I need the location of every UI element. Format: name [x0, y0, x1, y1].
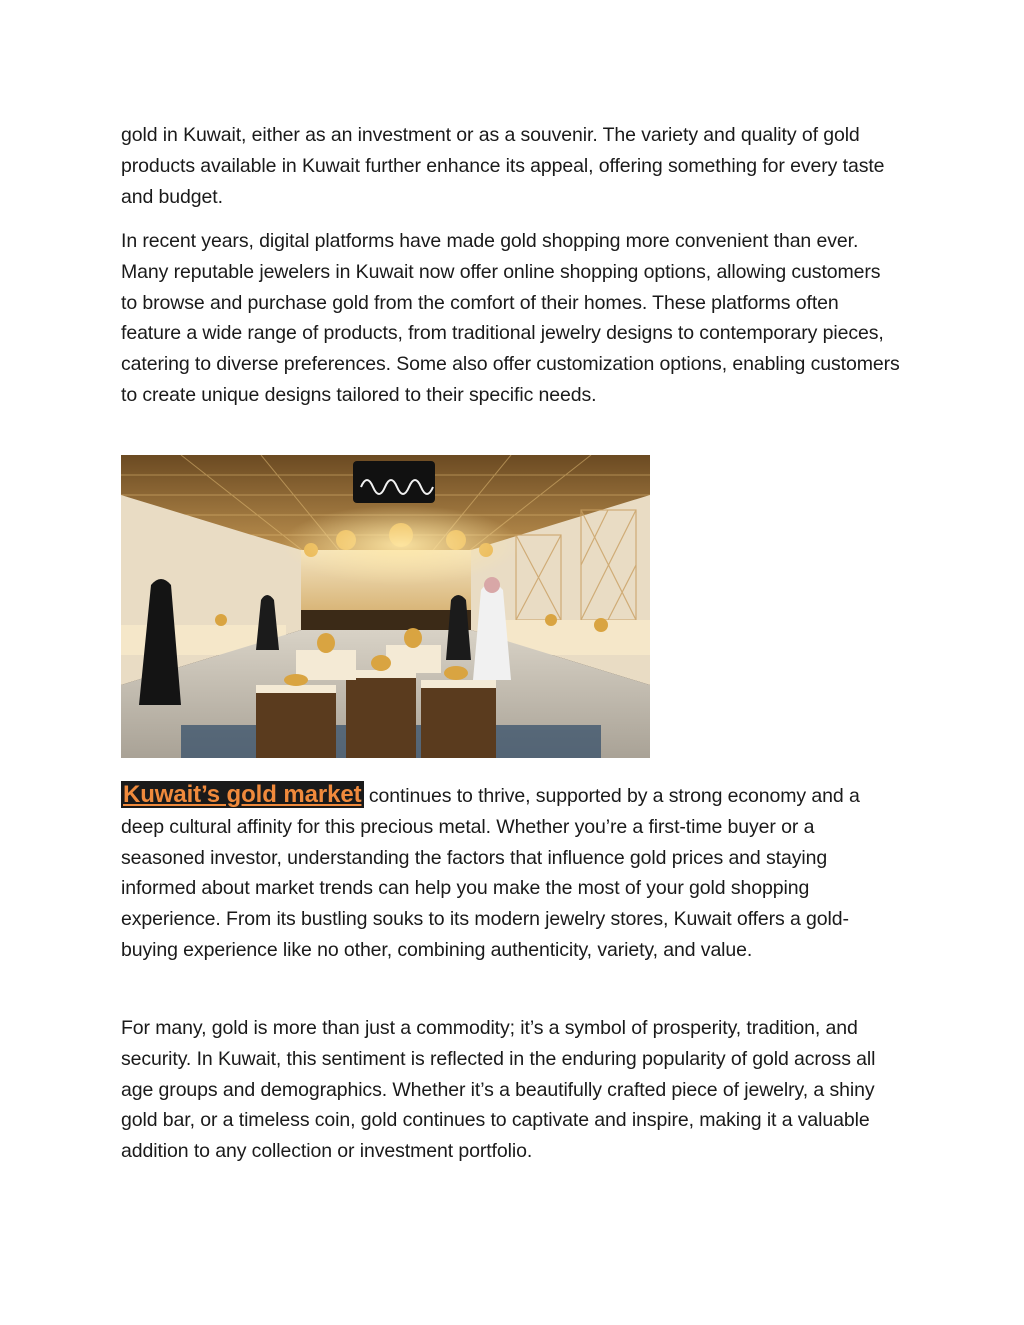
- paragraph-2: [121, 226, 901, 411]
- paragraph-3-rest: continues to thrive, supported by a strong economy and a deep cultural affinity for this precious metal. Whether you’re a first-time buyer or a seasoned investor, understanding the factors that influence gold prices and staying informed about market trends can help you make the most of your gold shopping experience. From its bustling souks to its modern jewelry stores, Kuwait offers a gold-buying experience like no other, combining authenticity, variety, and value.: [121, 785, 860, 961]
- paragraph-1: [121, 120, 901, 212]
- paragraph-3-text: [121, 780, 901, 966]
- paragraph-1-text: gold in Kuwait, either as an investment or as a souvenir. The variety and quality of gold products available in Kuwait further enhance its appeal, offering something for every taste and budget.: [121, 124, 885, 208]
- kuwait-gold-market-link[interactable]: Kuwait’s gold market: [123, 781, 362, 808]
- paragraph-4-text: For many, gold is more than just a commodity; it’s a symbol of prosperity, tradition, and security. In Kuwait, this sentiment is reflected in the enduring popularity of gold across all age groups and demographics. Whether it’s a beautifully crafted piece of jewelry, a shiny gold bar, or a timeless coin, gold continues to captivate and inspire, making it a valuable addition to any collection or investment portfolio.: [121, 1017, 876, 1163]
- paragraph-2-text: In recent years, digital platforms have made gold shopping more convenient than ever. Many reputable jewelers in Kuwait now offer online shopping options, allowing customers to browse and purchase gold from the comfort of their homes. These platforms often feature a wide range of products, from traditional jewelry designs to contemporary pieces, catering to diverse preferences. Some also offer customization options, enabling customers to create unique designs tailored to their specific needs.: [121, 230, 900, 406]
- gold-store-photo: [121, 455, 650, 758]
- paragraph-3: [121, 780, 901, 966]
- paragraph-4: [121, 1013, 901, 1167]
